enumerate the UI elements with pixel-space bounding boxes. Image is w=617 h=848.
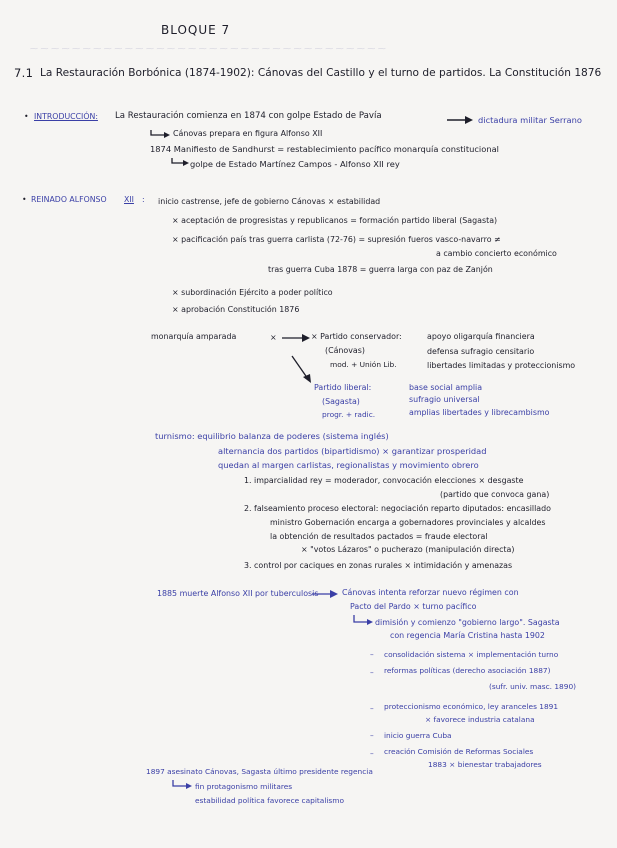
arrow-icon	[282, 334, 310, 342]
lib-item-1: base social amplia	[409, 383, 483, 392]
dash: –	[370, 668, 374, 677]
turnismo-line-2: alternancia dos partidos (bipartidismo) × garantizar prosperidad	[218, 446, 487, 456]
reformas-item-b: (sufr. univ. masc. 1890)	[489, 682, 577, 691]
reinado-line-3: × pacificación país tras guerra carlista (72-76) = supresión fueros vasco-navarro ≠	[172, 235, 501, 244]
monarquia-label: monarquía amparada	[151, 332, 237, 341]
turnismo-point-1b: (partido que convoca gana)	[440, 490, 550, 499]
hook-arrow-icon	[353, 615, 375, 627]
guerra-cuba-item: inicio guerra Cuba	[384, 731, 452, 740]
bullet-dot: •	[24, 112, 29, 121]
times-mark: ×	[270, 333, 277, 342]
section-number: 7.1	[14, 66, 34, 80]
dash: –	[370, 731, 374, 740]
muerte-result-1b: Pacto del Pardo × turno pacífico	[350, 602, 477, 611]
reinado-line-2: × aceptación de progresistas y republicanos = formación partido liberal (Sagasta)	[172, 216, 498, 225]
reinado-line-4: tras guerra Cuba 1878 = guerra larga con paz de Zanjón	[268, 265, 493, 274]
turnismo-point-3: 3. control por caciques en zonas rurales × intimidación y amenazas	[244, 561, 513, 570]
diagonal-arrow-icon	[290, 355, 314, 385]
dash: –	[370, 704, 374, 713]
dimision-line: dimisión y comienzo "gobierno largo". Sagasta	[375, 618, 560, 627]
intro-label: INTRODUCCIÓN:	[34, 112, 98, 121]
cons-leader: (Cánovas)	[325, 346, 365, 355]
hook-arrow-icon	[172, 780, 194, 792]
intro-line-1-result: dictadura militar Serrano	[478, 115, 582, 125]
cons-party: × Partido conservador:	[311, 332, 402, 341]
cons-item-3: libertades limitadas y proteccionismo	[427, 361, 576, 370]
turnismo-point-2d: × "votos Lázaros" o pucherazo (manipulación directa)	[301, 545, 515, 554]
cons-item-1: apoyo oligarquía financiera	[427, 332, 535, 341]
turnismo-point-2c: la obtención de resultados pactados = fraude electoral	[270, 532, 488, 541]
turnismo-line-3: quedan al margen carlistas, regionalistas y movimiento obrero	[218, 460, 479, 470]
arrow-icon	[312, 590, 338, 598]
arrow-icon	[447, 116, 473, 124]
lib-party: Partido liberal:	[314, 383, 372, 392]
intro-line-3: 1874 Manifiesto de Sandhurst = restablecimiento pacífico monarquía constitucional	[150, 144, 499, 154]
turnismo-line-1: turnismo: equilibrio balanza de poderes (sistema inglés)	[155, 431, 389, 441]
asesinato-line-c: estabilidad política favorece capitalismo	[195, 796, 344, 805]
turnismo-point-2b: ministro Gobernación encarga a gobernadores provinciales y alcaldes	[270, 518, 546, 527]
reinado-line-6: × aprobación Constitución 1876	[172, 305, 300, 314]
turnismo-point-2: 2. falseamiento proceso electoral: negociación reparto diputados: encasillado	[244, 504, 551, 513]
intro-line-4: golpe de Estado Martínez Campos - Alfonso XII rey	[190, 159, 400, 169]
asesinato-line: 1897 asesinato Cánovas, Sagasta último presidente regencia	[146, 767, 373, 776]
proteccionismo-item-b: × favorece industria catalana	[425, 715, 535, 724]
reformas-item: reformas políticas (derecho asociación 1887)	[384, 666, 551, 675]
hook-arrow-icon	[171, 158, 191, 168]
colon: :	[142, 195, 145, 204]
reinado-line-3b: a cambio concierto económico	[436, 249, 557, 258]
comision-item-b: 1883 × bienestar trabajadores	[428, 760, 542, 769]
bloque-title: BLOQUE 7	[161, 23, 231, 37]
hook-arrow-icon	[150, 130, 172, 140]
cons-item-2: defensa sufragio censitario	[427, 347, 535, 356]
muerte-result-1: Cánovas intenta reforzar nuevo régimen con	[342, 588, 519, 597]
intro-line-1: La Restauración comienza en 1874 con golpe Estado de Pavía	[115, 111, 382, 121]
reinado-line-1: inicio castrense, jefe de gobierno Cánovas × estabilidad	[158, 197, 381, 206]
reinado-label-num: XII	[124, 195, 134, 204]
intro-line-2: Cánovas prepara en figura Alfonso XII	[173, 129, 323, 138]
cons-mod: mod. + Unión Lib.	[330, 360, 397, 369]
dash: –	[370, 650, 374, 659]
lib-leader: (Sagasta)	[322, 397, 360, 406]
turnismo-point-1: 1. imparcialidad rey = moderador, convocación elecciones × desgaste	[244, 476, 524, 485]
dash: –	[370, 749, 374, 758]
asesinato-line-b: fin protagonismo militares	[195, 782, 293, 791]
bleed-through-text: ⁓ ⁓ ⁓ ⁓ ⁓ ⁓ ⁓ ⁓ ⁓ ⁓ ⁓ ⁓ ⁓ ⁓ ⁓ ⁓ ⁓ ⁓ ⁓ ⁓ ⁓ ⁓ ⁓ ⁓ ⁓ ⁓ ⁓ ⁓ ⁓ ⁓ ⁓ ⁓ ⁓ ⁓	[30, 44, 386, 53]
dimision-line-b: con regencia María Cristina hasta 1902	[390, 631, 545, 640]
muerte-line-1: 1885 muerte Alfonso XII por tuberculosis	[157, 589, 319, 598]
comision-item: creación Comisión de Reformas Sociales	[384, 747, 534, 756]
section-heading: La Restauración Borbónica (1874-1902): Cánovas del Castillo y el turno de partidos. La Constitución 1876	[40, 67, 602, 79]
lib-item-3: amplias libertades y librecambismo	[409, 408, 550, 417]
proteccionismo-item: proteccionismo económico, ley aranceles 1891	[384, 702, 559, 711]
lib-mod: progr. + radic.	[322, 410, 376, 419]
lib-item-2: sufragio universal	[409, 395, 480, 404]
reinado-label: REINADO ALFONSO	[31, 195, 107, 204]
consolidacion-item: consolidación sistema × implementación turno	[384, 650, 559, 659]
bullet-dot: •	[22, 195, 27, 204]
reinado-line-5: × subordinación Ejército a poder político	[172, 288, 333, 297]
